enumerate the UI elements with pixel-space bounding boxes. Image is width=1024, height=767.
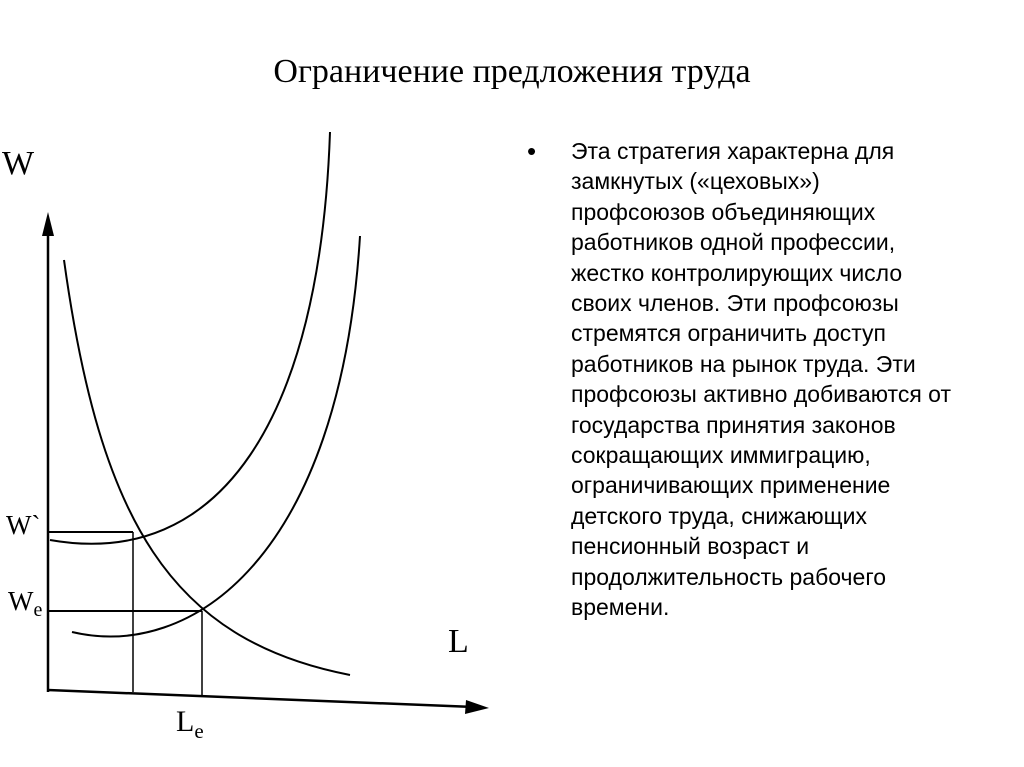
w-prime-label: W` <box>6 510 41 540</box>
bullet-line: государства принятия законов <box>571 411 896 438</box>
y-axis-arrowhead <box>42 212 54 236</box>
supply-curve-restricted <box>50 132 330 544</box>
we-label: $W_e$ <box>8 586 43 621</box>
bullet-line: замкнутых («цеховых») <box>571 168 820 195</box>
bullet-line: детского труда, снижающих <box>571 502 867 529</box>
demand-curve <box>64 260 350 675</box>
bullet-line: продолжительность рабочего <box>571 563 886 590</box>
bullet-marker: • <box>527 136 537 166</box>
bullet-line: работников одной профессии, <box>571 229 896 256</box>
x-axis <box>48 690 474 707</box>
x-axis-arrowhead <box>465 700 489 714</box>
supply-curve-original <box>72 236 360 636</box>
le-label: $L_e$ <box>176 705 204 743</box>
bullet-line: профсоюзы активно добиваются от <box>571 381 951 408</box>
x-axis-label: L <box>448 623 469 660</box>
bullet-line: профсоюзов объединяющих <box>571 198 876 225</box>
bullet-line: Эта стратегия характерна для <box>571 138 895 164</box>
bullet-line: ограничивающих применение <box>571 472 891 499</box>
bullet-paragraph <box>571 136 987 623</box>
bullet-line: своих членов. Эти профсоюзы <box>571 290 899 317</box>
bullet-line: жестко контролирующих число <box>571 259 903 286</box>
bullet-line: пенсионный возраст и <box>571 533 810 560</box>
y-axis-label: W <box>2 145 35 182</box>
slide-title: Ограничение предложения труда <box>273 53 751 90</box>
bullet-line: стремятся ограничить доступ <box>571 320 887 347</box>
bullet-line: сокращающих иммиграцию, <box>571 442 871 469</box>
bullet-line: времени. <box>571 594 670 621</box>
bullet-line: работников на рынок труда. Эти <box>571 350 916 377</box>
